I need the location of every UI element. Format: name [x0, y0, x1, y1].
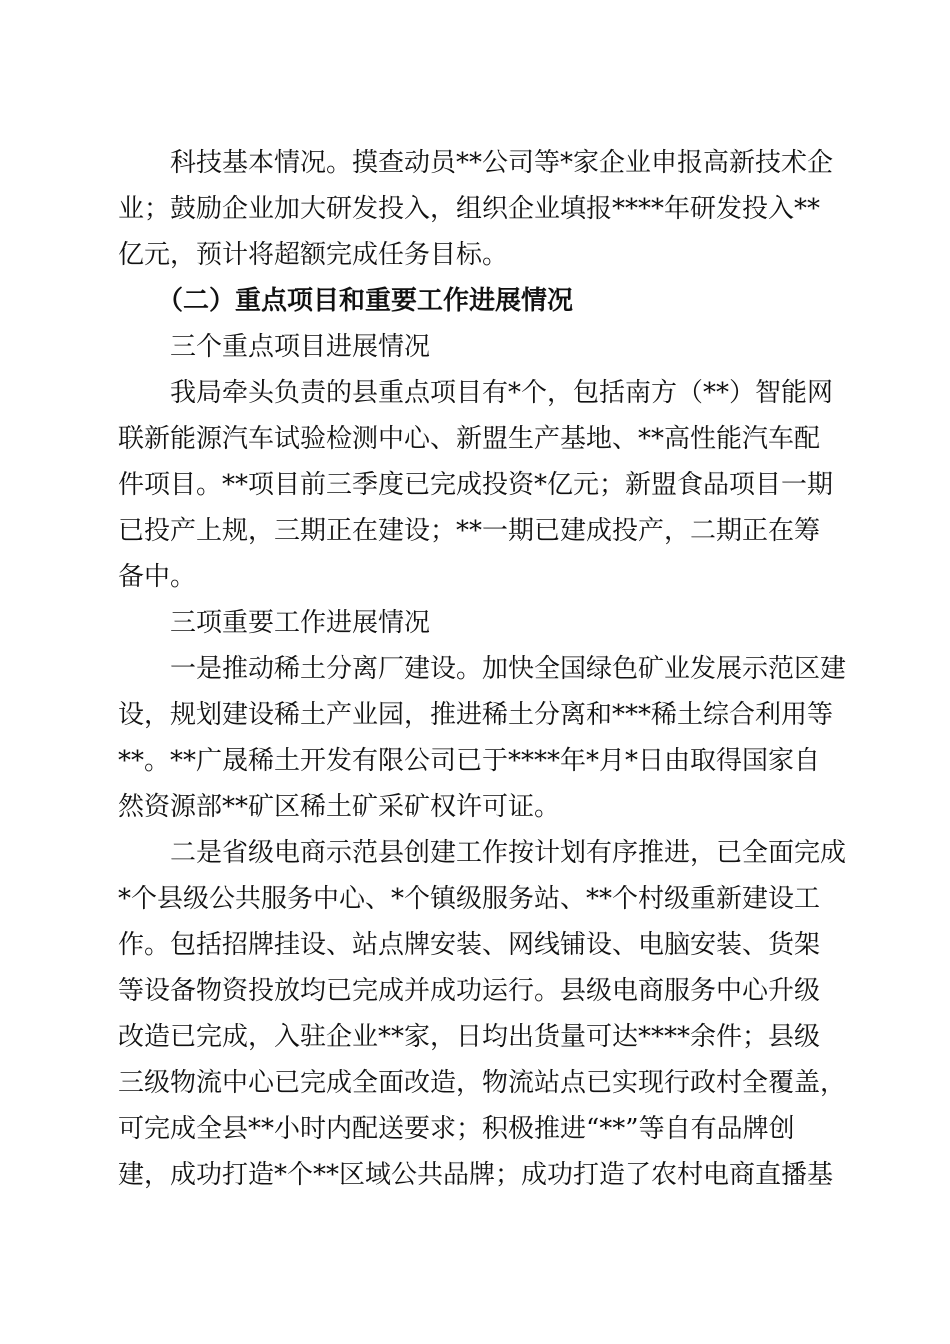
paragraph-line: 改造已完成，入驻企业**家，日均出货量可达****余件；县级 [118, 1022, 821, 1052]
paragraph-line: 科技基本情况。摸查动员**公司等*家企业申报高新技术企 [118, 148, 834, 178]
subheading: 三项重要工作进展情况 [118, 608, 431, 638]
paragraph-line: 我局牵头负责的县重点项目有*个，包括南方（**）智能网 [118, 378, 834, 408]
paragraph-line: 件项目。**项目前三季度已完成投资*亿元；新盟食品项目一期 [118, 470, 834, 500]
paragraph-line: 业；鼓励企业加大研发投入，组织企业填报****年研发投入** [118, 194, 821, 224]
subheading: 三个重点项目进展情况 [118, 332, 431, 362]
paragraph-line: 建，成功打造*个**区域公共品牌；成功打造了农村电商直播基 [118, 1160, 834, 1190]
paragraph-line: 然资源部**矿区稀土矿采矿权许可证。 [118, 792, 561, 822]
paragraph-line: 可完成全县**小时内配送要求；积极推进“**”等自有品牌创 [118, 1114, 795, 1144]
paragraph-line: 作。包括招牌挂设、站点牌安装、网线铺设、电脑安装、货架 [118, 930, 821, 960]
paragraph-line: 已投产上规，三期正在建设；**一期已建成投产，二期正在筹 [118, 516, 821, 546]
paragraph-line: *个县级公共服务中心、*个镇级服务站、**个村级重新建设工 [118, 884, 821, 914]
paragraph-line: 等设备物资投放均已完成并成功运行。县级电商服务中心升级 [118, 976, 821, 1006]
paragraph-line: 一是推动稀土分离厂建设。加快全国绿色矿业发展示范区建 [118, 654, 847, 684]
paragraph-line: 亿元，预计将超额完成任务目标。 [118, 240, 509, 270]
paragraph-line: 三级物流中心已完成全面改造，物流站点已实现行政村全覆盖， [118, 1068, 847, 1098]
paragraph-line: **。**广晟稀土开发有限公司已于****年*月*日由取得国家自 [118, 746, 821, 776]
paragraph-line: 联新能源汽车试验检测中心、新盟生产基地、**高性能汽车配 [118, 424, 821, 454]
section-heading: （二）重点项目和重要工作进展情况 [118, 286, 574, 316]
paragraph-line: 备中。 [118, 562, 197, 592]
paragraph-line: 设，规划建设稀土产业园，推进稀土分离和***稀土综合利用等 [118, 700, 834, 730]
paragraph-line: 二是省级电商示范县创建工作按计划有序推进，已全面完成 [118, 838, 847, 868]
